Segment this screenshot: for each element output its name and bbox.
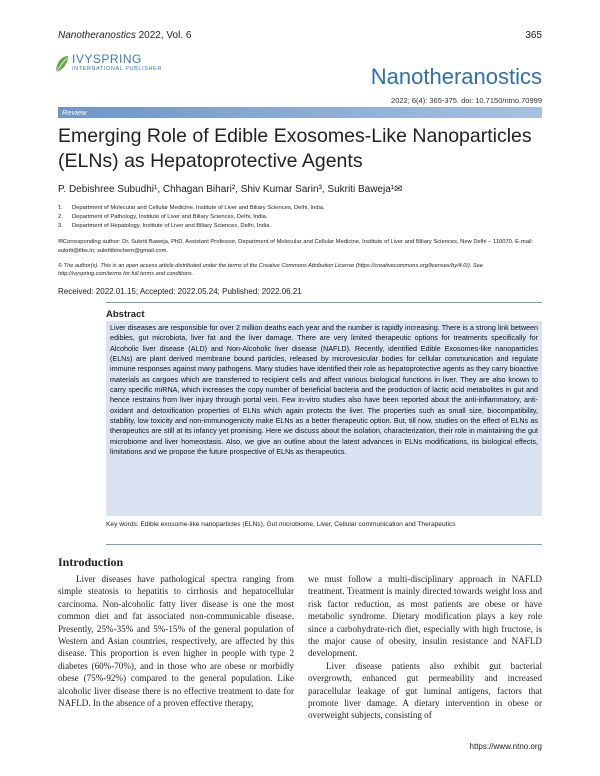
article-type-bar — [58, 107, 542, 118]
affiliations — [58, 204, 542, 230]
running-head-journal: Nanotheranostics — [58, 30, 136, 41]
publisher-logo-subtitle: INTERNATIONAL PUBLISHER — [72, 66, 162, 72]
ivyspring-leaf-icon — [54, 54, 70, 74]
footer-url[interactable]: https://www.ntno.org — [469, 742, 542, 751]
paragraph: Liver disease patients also exhibit gut bacterial overgrowth, enhanced gut permeability and increased paracellular leakage of gut luminal antigens, factors that promote liver damage. A dietary intervention in obese or overweight subjects, consisting of — [308, 660, 542, 721]
affiliation-item: 3. Department of Hepatology, Institute of Liver and Biliary Sciences, Delhi, India. — [58, 222, 272, 229]
section-heading-introduction: Introduction — [58, 555, 124, 569]
journal-name: Nanotheranostics — [370, 64, 542, 89]
keywords: Key words: Edible exosome-like nanoparticles (ELNs), Gut microbiome, Liver, Cellular communication and Therapeutics — [106, 521, 456, 528]
keywords-bottom-rule — [106, 544, 542, 545]
article-title: Emerging Role of Edible Exosomes-Like Nanoparticles (ELNs) as Hepatoprotective Agents — [58, 125, 532, 172]
abstract-top-rule — [106, 302, 542, 303]
paragraph: Liver diseases have pathological spectra ranging from simple steatosis to hepatitis to cirrhosis and hepatocellular carcinoma. Non-alcoholic fatty liver disease is one the most common diet and fat associated non-communicable disease. Presently, 25%-35% and 5%-15% of the general population of Western and Asian countries, respectively, are affected by this disease. This proportion is even higher in people with type 2 diabetes (60%-70%), and in those who are obese or morbidly obese (75%-92%) compared to the general population. Like alcoholic liver disease there is no effective treatment to date for NAFLD. In the absence of a proven effective therapy, — [58, 574, 294, 709]
publication-dates: Received: 2022.01.15; Accepted: 2022.05.24; Published: 2022.06.21 — [58, 287, 302, 296]
paragraph: we must follow a multi-disciplinary approach in NAFLD treatment. Treatment is mainly directed towards weight loss and risk factor reduction, as most patients are obese or have metabolic syndrome. Dietary modification plays a key role since a carbohydrate-rich diet, especially with high fructose, is the major cause of obesity, insulin resistance and NAFLD development. — [308, 574, 542, 659]
article-type-label: Review — [62, 108, 87, 117]
abstract-heading: Abstract — [106, 309, 145, 320]
author-list: P. Debishree Subudhi¹, Chhagan Bihari², Shiv Kumar Sarin³, Sukriti Baweja¹✉ — [58, 184, 403, 195]
affiliation-item: 2. Department of Pathology, Institute of Liver and Biliary Sciences, Delhi, India. — [58, 213, 268, 220]
running-head — [58, 30, 191, 41]
running-head-volume: 2022, Vol. 6 — [138, 30, 192, 41]
publisher-logo-word: IVYSPRING — [72, 52, 142, 66]
license-statement: © The author(s). This is an open access article distributed under the terms of the Creative Commons Attribution License (https://creativecommons.org/licenses/by/4.0/). See http://ivyspring.com/terms for full terms and conditions. — [58, 263, 483, 277]
body-column-right — [308, 573, 542, 722]
body-column-left — [58, 573, 294, 709]
corresponding-author: ✉Corresponding author: Dr. Sukriti Baweja, PhD, Assistant Professor, Department of Molecular and Cellular Medicine, Institute of Liver and Biliary Sciences, New Delhi – 110070. E-mail: sukriti@ilbs.in; sukritibiochem@gmail.com. — [58, 239, 534, 254]
abstract-text: Liver diseases are responsible for over 2 million deaths each year and the number is rapidly increasing. There is a strong link between edibles, gut microbiota, liver fat and the liver damage. There are very limited therapeutic options for treatments specifically for Alcoholic liver disease (ALD) and Non-Alcoholic liver disease (NAFLD). Recently, identified Edible Exosomes-like nanoparticles (ELNs) are plant derived membrane bound particles, released by microvesicular bodies for cellular communication and regulate immune responses against many pathogens. Many studies have identified their role as hepatoprotective agents as they carry bioactive materials as cargoes which are transferred to recipient cells and affect various biological functions in liver. They are also known to carry specific miRNA, which increases the copy number of beneficial bacteria and the production of lactic acid metabolites in gut and hence restrains from liver injury through portal vein. Few in-vitro studies also have been reported about the anti-inflammatory, anti-oxidant and detoxification properties of ELNs which again protects the liver. The properties such as small size, biocompatibility, stability, low toxicity and non-immunogenicity make ELNs as a better therapeutic option. But, till now, studies on the effect of ELNs as therapeutics are still at its infancy yet promising. Here we discuss about the isolation, characterization, their role in maintaining the gut microbiome and liver homeostasis. Also, we give an outline about the latest advances in ELNs modifications, its biological effects, limitations and we propose the future prospective of ELNs as therapeutics. — [110, 323, 538, 457]
page-number: 365 — [525, 30, 542, 41]
affiliation-item: 1. Department of Molecular and Cellular Medicine, Institute of Liver and Biliary Sciences, Delhi, India. — [58, 205, 325, 211]
citation: 2022; 6(4): 365-375. doi: 10.7150/ntno.70999 — [391, 96, 542, 105]
